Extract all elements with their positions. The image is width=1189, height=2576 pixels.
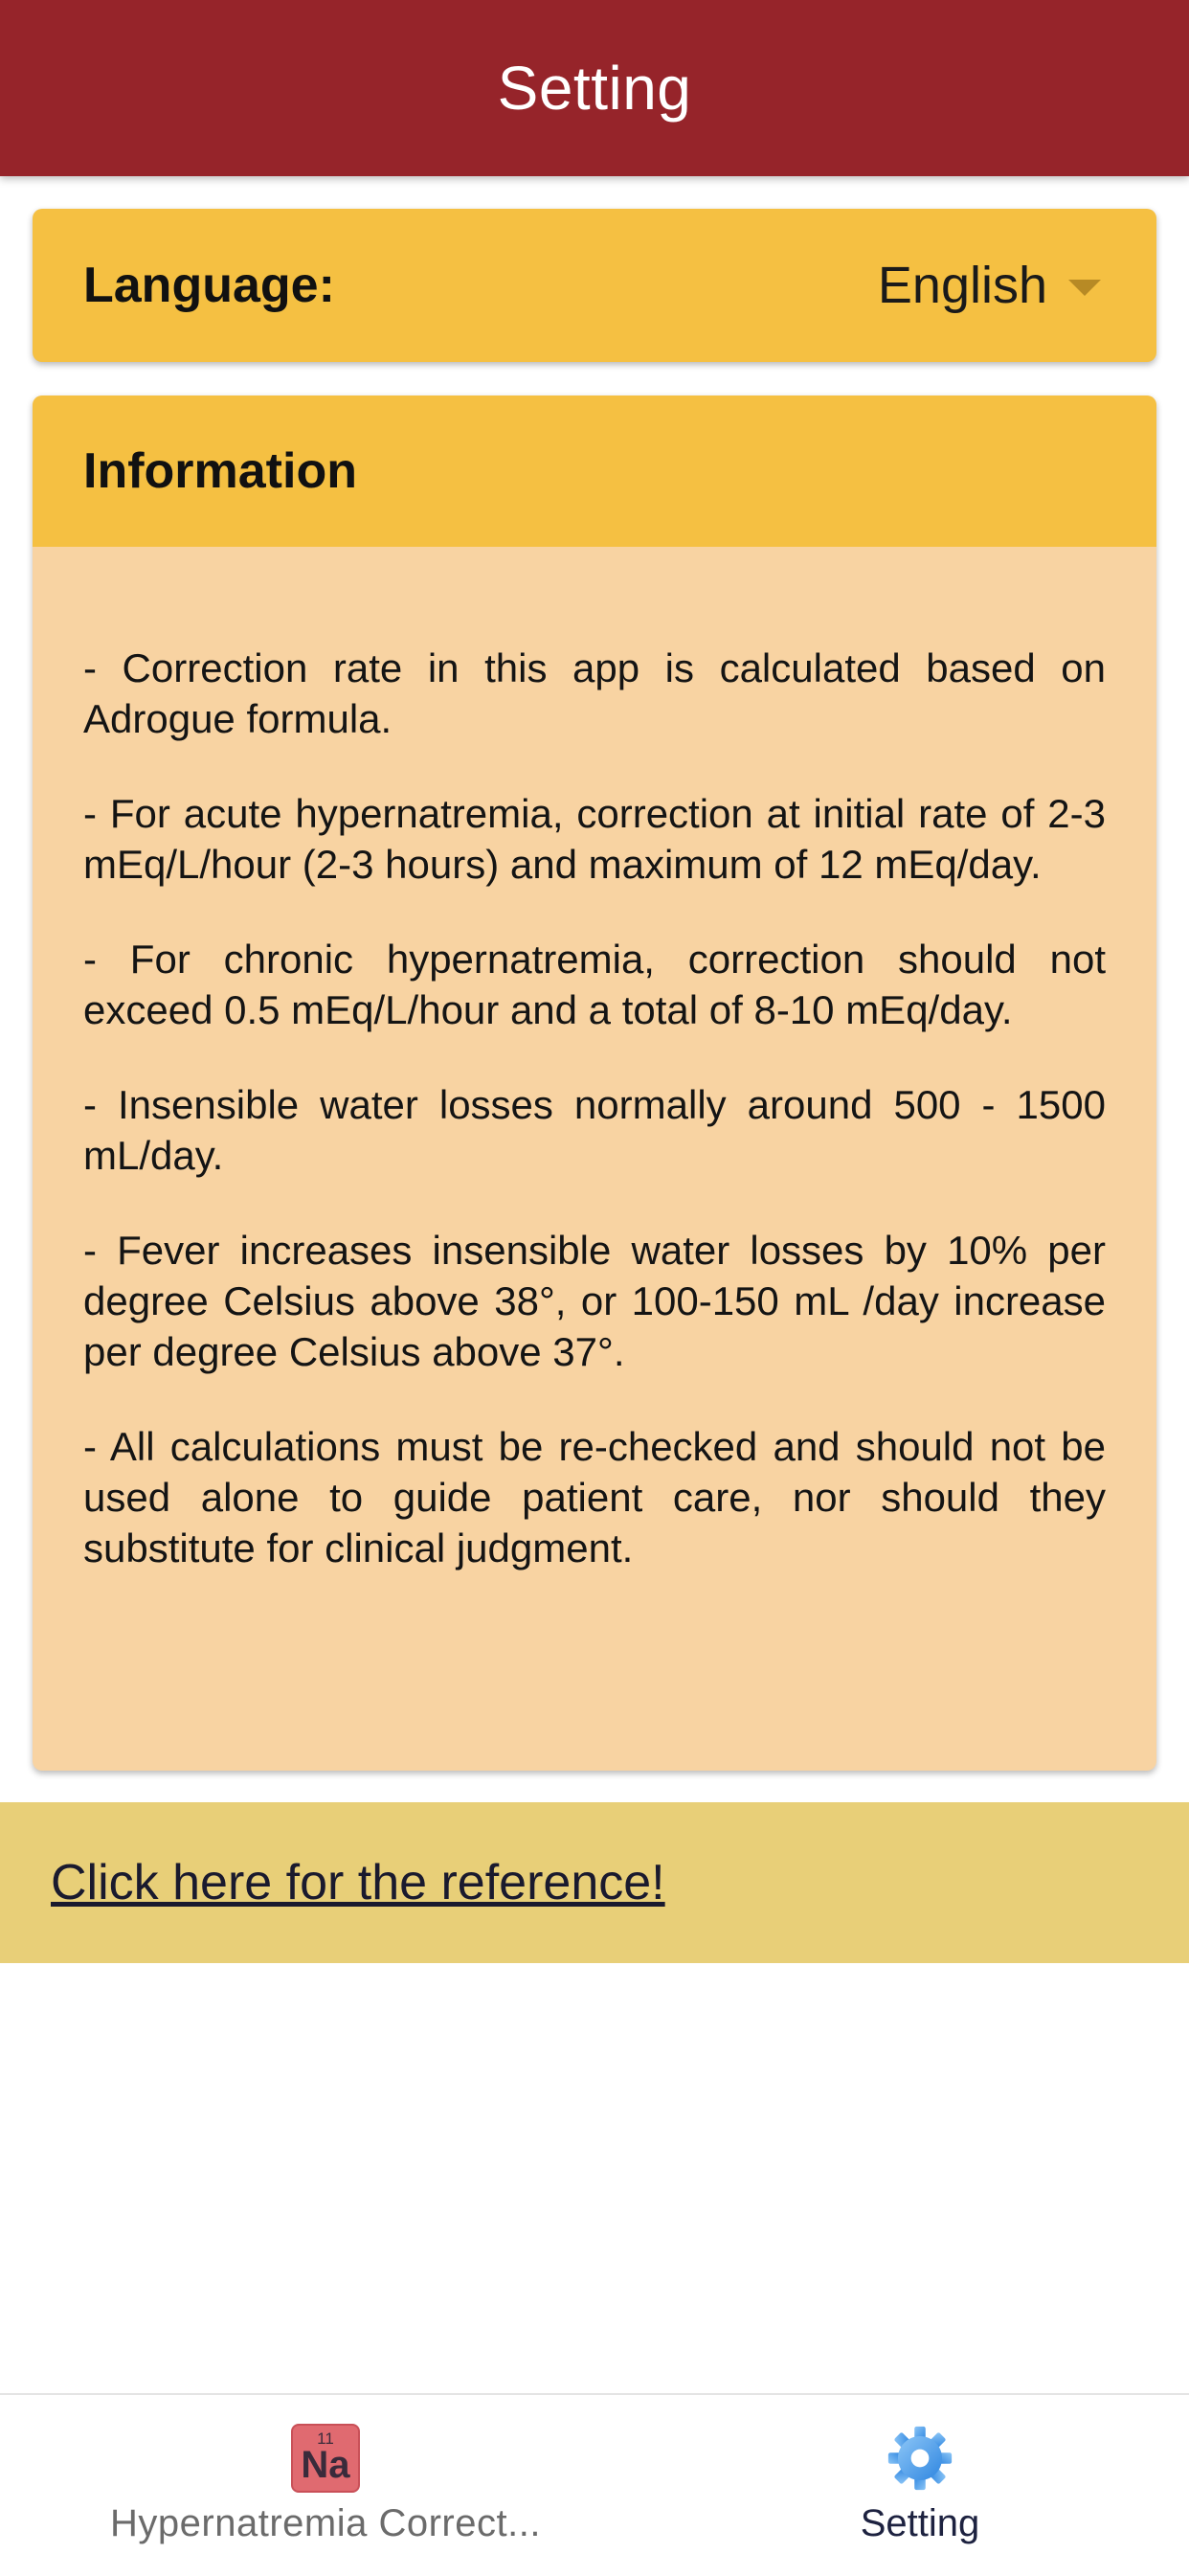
information-title: Information (83, 443, 357, 499)
element-symbol: Na (301, 2444, 350, 2486)
element-number: 11 (317, 2429, 334, 2448)
info-paragraph: - For acute hypernatremia, correction at initial rate of 2-3 mEq/L/hour (2-3 hours) and maximum of 12 mEq/day. (83, 791, 1106, 887)
language-label: Language: (83, 258, 335, 313)
reference-bar (0, 1802, 1189, 1963)
reference-link[interactable]: Click here for the reference! (51, 1855, 665, 1910)
page-title: Setting (497, 54, 692, 123)
tab-setting[interactable] (651, 2395, 1189, 2576)
info-paragraph: - Fever increases insensible water losses by 10% per degree Celsius above 38°, or 100-150 mL /day increase per degree Celsius above 37°. (83, 1228, 1106, 1374)
info-paragraph: - For chronic hypernatremia, correction should not exceed 0.5 mEq/L/hour and a total of 8-10 mEq/day. (83, 937, 1106, 1032)
sodium-element-icon (291, 2424, 360, 2493)
language-dropdown[interactable] (878, 256, 1101, 315)
tab-bar (0, 2393, 1189, 2576)
language-value: English (877, 257, 1047, 314)
information-body (33, 547, 1156, 1573)
language-card (33, 209, 1156, 362)
gear-icon (886, 2424, 954, 2493)
tab-label: Setting (860, 2502, 980, 2544)
info-paragraph: - Correction rate in this app is calculated based on Adrogue formula. (83, 645, 1106, 741)
info-paragraph: - Insensible water losses normally around 500 - 1500 mL/day. (83, 1082, 1106, 1178)
information-header (33, 395, 1156, 547)
caret-down-icon (1068, 280, 1101, 296)
info-paragraph: - All calculations must be re-checked and should not be used alone to guide patient care, nor should they substitute for clinical judgment. (83, 1424, 1106, 1570)
tab-hypernatremia-correction[interactable] (0, 2395, 651, 2576)
tab-label: Hypernatremia Correct... (110, 2502, 541, 2544)
app-header (0, 0, 1189, 176)
information-card (33, 395, 1156, 1771)
